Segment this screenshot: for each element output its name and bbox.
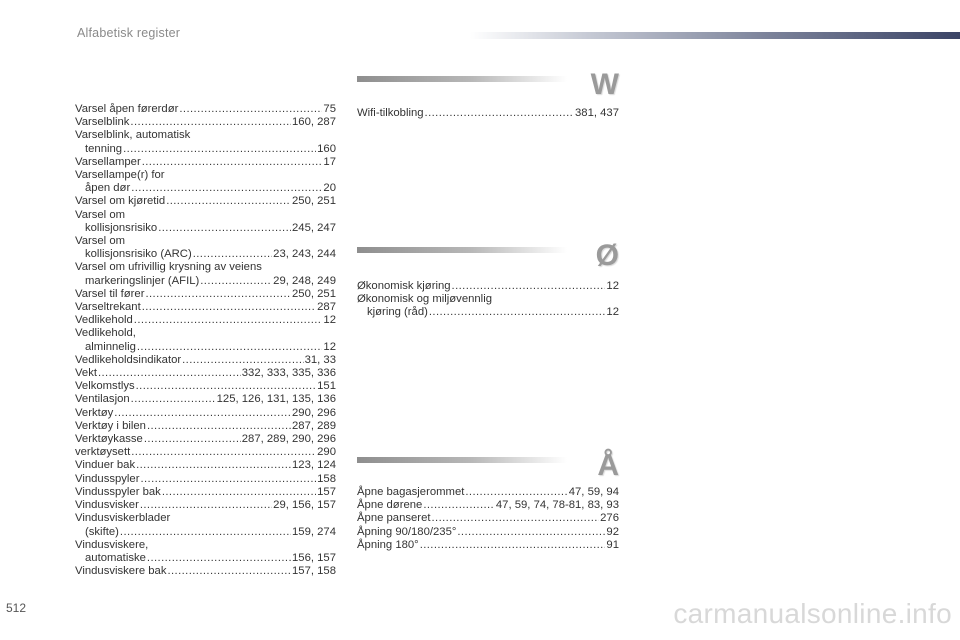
index-term: Vindusspyler bak: [75, 485, 161, 498]
index-entry-line: [75, 552, 336, 565]
index-entry-line: [75, 486, 336, 499]
page-reference[interactable]: 276: [600, 512, 619, 525]
header-title: Alfabetisk register: [77, 26, 181, 40]
index-entry-line: [75, 459, 336, 472]
page-reference[interactable]: 287: [317, 301, 336, 314]
index-entry: [75, 235, 336, 261]
leader-dots: [130, 116, 291, 129]
index-entry-line: [75, 499, 336, 512]
leader-dots: [136, 380, 317, 393]
page-reference[interactable]: 91: [606, 538, 619, 551]
page-reference[interactable]: 29, 156, 157: [273, 499, 336, 512]
index-term: Varsel åpen førerdør: [75, 103, 179, 115]
index-entry-line: [75, 367, 336, 380]
index-entry-line: [357, 512, 619, 525]
index-term: Vinduer bak: [75, 459, 136, 472]
page-reference[interactable]: 29, 248, 249: [273, 274, 336, 287]
index-term: Varsellamper: [75, 155, 141, 168]
index-term: Vindusspyler: [75, 472, 140, 485]
index-entry-line: [75, 314, 336, 327]
index-entry: [75, 169, 336, 195]
index-term: Åpning 180°: [357, 538, 419, 551]
page-reference[interactable]: 250, 251: [292, 195, 336, 208]
leader-dots: [166, 195, 291, 208]
page-reference[interactable]: 287, 289: [292, 419, 336, 432]
leader-dots: [162, 486, 316, 499]
leader-dots: [145, 288, 291, 301]
page-reference[interactable]: 290, 296: [292, 406, 336, 419]
leader-dots: [147, 552, 291, 565]
leader-dots: [140, 499, 272, 512]
index-entry: [75, 459, 336, 472]
index-term: Verktøy: [75, 406, 114, 419]
leader-dots: [167, 565, 291, 578]
page-reference[interactable]: 250, 251: [292, 287, 336, 300]
page-reference[interactable]: 12: [323, 340, 336, 353]
index-term: Varseltrekant: [75, 301, 141, 314]
section-bar: [357, 76, 567, 82]
page-reference[interactable]: 12: [606, 280, 619, 292]
index-entry: [357, 293, 619, 319]
page-reference[interactable]: 75: [323, 103, 336, 115]
index-entry: [357, 280, 619, 293]
index-entry-line: [75, 341, 336, 354]
index-entry-line: [75, 248, 336, 261]
index-term: Økonomisk kjøring: [357, 280, 451, 292]
index-term: Varsel om: [75, 235, 126, 248]
index-term: Vedlikeholdsindikator: [75, 353, 182, 366]
index-entry-line: [75, 209, 336, 222]
leader-dots: [147, 420, 291, 433]
leader-dots: [134, 314, 323, 327]
index-entry: [75, 195, 336, 208]
index-entry-line: [75, 473, 336, 486]
index-entry-line: [75, 565, 336, 578]
leader-dots: [429, 306, 606, 319]
index-entry-line: [357, 526, 619, 539]
index-entry: [357, 512, 619, 525]
section-header-w: [357, 68, 619, 112]
index-term: verktøysett: [75, 446, 131, 459]
index-term: Varsel om kjøretid: [75, 195, 166, 208]
page-number: 512: [6, 601, 27, 615]
index-entry-line: [75, 261, 336, 274]
index-entry-line: [357, 539, 619, 552]
index-entry: [75, 367, 336, 380]
index-term: Verktøy i bilen: [75, 419, 146, 432]
leader-dots: [120, 526, 291, 539]
leader-dots: [144, 433, 241, 446]
page-reference[interactable]: 125, 126, 131, 135, 136: [216, 393, 336, 406]
index-term: Vindusvisker: [75, 499, 139, 512]
index-entry-line: [75, 512, 336, 525]
page-reference[interactable]: 92: [606, 525, 619, 538]
section-bar: [357, 457, 567, 463]
leader-dots: [200, 275, 272, 288]
leader-dots: [158, 222, 291, 235]
index-entry-line: [357, 107, 619, 120]
index-term: Verktøykasse: [75, 433, 143, 446]
index-entry-line: [75, 420, 336, 433]
index-term: åpen dør: [85, 182, 131, 195]
page-reference[interactable]: 20: [323, 182, 336, 195]
index-entry-line: [357, 280, 619, 293]
index-term: kollisjonsrisiko (ARC): [85, 248, 192, 261]
page-reference[interactable]: 31, 33: [304, 353, 336, 366]
index-entry: [357, 107, 619, 120]
index-entry: [75, 380, 336, 393]
index-entry-line: [357, 293, 619, 306]
index-entry: [75, 301, 336, 314]
leader-dots: [114, 407, 291, 420]
watermark: carmanualsonline.info: [673, 598, 952, 629]
section-letter: Ø: [595, 239, 619, 272]
index-entry-line: [75, 393, 336, 406]
index-term: Varsel om: [75, 208, 126, 221]
index-term: (skifte): [85, 525, 119, 538]
index-term: automatiske: [85, 551, 146, 564]
leader-dots: [193, 248, 272, 261]
leader-dots: [131, 446, 316, 459]
index-entry: [75, 129, 336, 155]
index-term: kjøring (råd): [367, 306, 428, 319]
page-reference[interactable]: 290: [317, 446, 336, 459]
index-entry-line: [75, 526, 336, 539]
index-entry: [357, 539, 619, 552]
index-entry: [75, 446, 336, 459]
section-letter: W: [590, 68, 619, 101]
leader-dots: [136, 459, 291, 472]
leader-dots: [142, 301, 316, 314]
index-entry: [75, 116, 336, 129]
index-entry: [75, 499, 336, 512]
index-term: Varselblink, automatisk: [75, 129, 191, 142]
index-entry-line: [75, 169, 336, 182]
page-reference[interactable]: 160, 287: [292, 116, 336, 129]
index-entry-line: [75, 182, 336, 195]
index-term: kollisjonsrisiko: [85, 221, 158, 234]
index-entry-line: [75, 288, 336, 301]
index-entry-line: [75, 143, 336, 156]
index-entry-line: [75, 103, 336, 116]
section-header-oe: [357, 239, 619, 283]
page-reference[interactable]: 159, 274: [292, 525, 336, 538]
index-entry-line: [75, 235, 336, 248]
index-entry-line: [75, 129, 336, 142]
index-entry-line: [75, 354, 336, 367]
page-reference[interactable]: 47, 59, 74, 78-81, 83, 93: [495, 499, 619, 512]
index-entry: [75, 539, 336, 565]
leader-dots: [465, 486, 567, 499]
index-entry-line: [75, 116, 336, 129]
leader-dots: [182, 354, 303, 367]
index-term: Wifi-tilkobling: [357, 107, 424, 119]
leader-dots: [420, 539, 606, 552]
index-entry: [357, 486, 619, 499]
index-term: Åpning 90/180/235°: [357, 525, 457, 538]
index-term: Varsel til fører: [75, 287, 145, 300]
index-entry-line: [75, 156, 336, 169]
index-entry-line: [75, 301, 336, 314]
leader-dots: [137, 341, 323, 354]
index-entry: [75, 327, 336, 353]
index-entry-line: [75, 380, 336, 393]
index-term: Varsellampe(r) for: [75, 169, 165, 182]
index-term: Åpne bagasjerommet: [357, 486, 465, 498]
index-term: markeringslinjer (AFIL): [85, 274, 200, 287]
page-reference[interactable]: 157, 158: [292, 565, 336, 578]
index-term: Åpne panseret: [357, 512, 431, 525]
leader-dots: [425, 107, 574, 120]
leader-dots: [131, 182, 322, 195]
page-reference[interactable]: 157: [317, 485, 336, 498]
index-term: Vedlikehold: [75, 314, 133, 327]
page-reference[interactable]: 12: [606, 306, 619, 319]
index-term: Vekt: [75, 367, 97, 380]
index-term: tenning: [85, 142, 123, 155]
index-term: Varselblink: [75, 116, 130, 129]
index-column-left: [75, 103, 336, 578]
page-reference[interactable]: 151: [317, 380, 336, 393]
page-reference[interactable]: 245, 247: [292, 221, 336, 234]
page-reference[interactable]: 12: [323, 314, 336, 327]
page-reference[interactable]: 381, 437: [575, 107, 619, 119]
index-entry-line: [357, 499, 619, 512]
index-term: Vedlikehold,: [75, 327, 136, 340]
index-entry: [75, 420, 336, 433]
index-term: Velkomstlys: [75, 380, 135, 393]
index-entry-line: [75, 275, 336, 288]
index-entry-line: [75, 433, 336, 446]
page-reference[interactable]: 287, 289, 290, 296: [241, 433, 336, 446]
section-entries-aa: [357, 486, 619, 552]
index-term: Varsel om ufrivillig krysning av veiens: [75, 261, 262, 274]
index-entry: [75, 209, 336, 235]
section-entries-oe: [357, 280, 619, 320]
leader-dots: [452, 280, 606, 293]
header-decor-bar: [470, 32, 960, 39]
index-entry: [75, 473, 336, 486]
index-entry: [75, 512, 336, 538]
page-reference[interactable]: 156, 157: [292, 551, 336, 564]
index-entry: [75, 486, 336, 499]
page-reference[interactable]: 158: [317, 472, 336, 485]
index-term: Ventilasjon: [75, 393, 130, 406]
page-reference[interactable]: 332, 333, 335, 336: [241, 367, 336, 380]
index-entry-line: [357, 486, 619, 499]
index-entry-line: [357, 306, 619, 319]
index-term: Vindusviskerblader: [75, 512, 171, 525]
leader-dots: [179, 103, 322, 116]
index-entry-line: [75, 539, 336, 552]
page-reference[interactable]: 17: [323, 155, 336, 168]
leader-dots: [98, 367, 241, 380]
index-entry-line: [75, 222, 336, 235]
leader-dots: [140, 473, 316, 486]
section-bar: [357, 247, 567, 253]
leader-dots: [457, 526, 605, 539]
index-entry: [75, 314, 336, 327]
index-term: Vindusviskere,: [75, 538, 149, 551]
section-letter: Å: [597, 449, 619, 482]
leader-dots: [131, 393, 216, 406]
index-term: Åpne dørene: [357, 499, 423, 512]
index-entry-line: [75, 446, 336, 459]
index-entry: [75, 565, 336, 578]
page-reference[interactable]: 123, 124: [292, 459, 336, 472]
index-term: alminnelig: [85, 340, 136, 353]
leader-dots: [432, 512, 600, 525]
page-reference[interactable]: 47, 59, 94: [568, 486, 619, 498]
page-reference[interactable]: 23, 243, 244: [273, 248, 336, 261]
index-entry: [75, 288, 336, 301]
index-entry-line: [75, 327, 336, 340]
index-entry-line: [75, 195, 336, 208]
leader-dots: [423, 499, 495, 512]
index-entry: [75, 407, 336, 420]
section-entries-w: [357, 107, 619, 120]
leader-dots: [123, 143, 316, 156]
index-term: Vindusviskere bak: [75, 565, 167, 578]
index-entry: [357, 526, 619, 539]
index-entry: [75, 103, 336, 116]
leader-dots: [142, 156, 323, 169]
index-entry-line: [75, 407, 336, 420]
index-entry: [75, 393, 336, 406]
index-entry: [75, 354, 336, 367]
index-term: Økonomisk og miljøvennlig: [357, 293, 492, 306]
index-entry: [75, 433, 336, 446]
index-entry: [357, 499, 619, 512]
page-reference[interactable]: 160: [317, 142, 336, 155]
index-entry: [75, 261, 336, 287]
index-entry: [75, 156, 336, 169]
